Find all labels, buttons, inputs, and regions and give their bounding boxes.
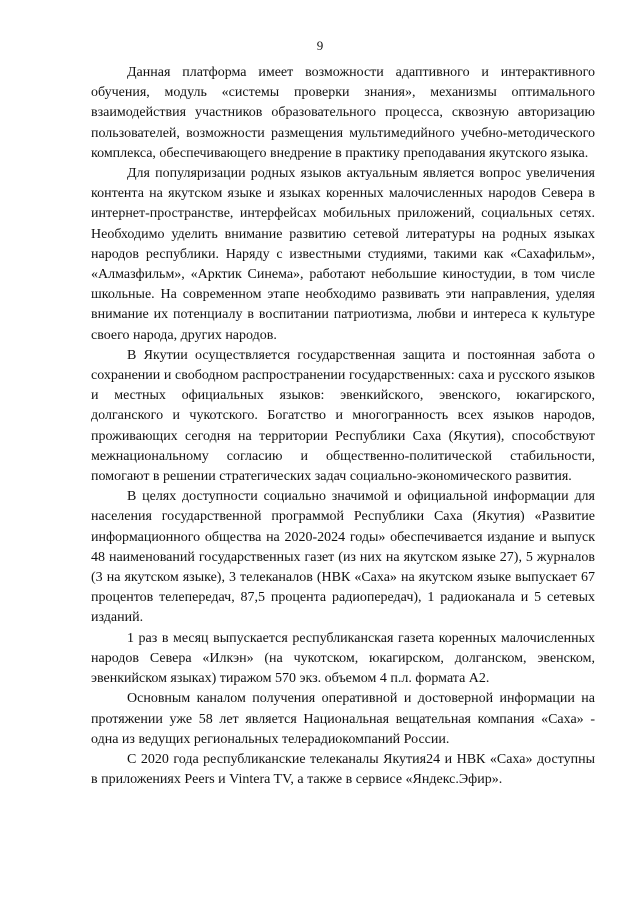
paragraph-media-program: В целях доступности социально значимой и официальной информации для населения государственной программой Республики Саха (Якутия) «Развитие информационного общества на 2020-2024 годы» обеспечивается издание и выпуск 48 наименований государственных газет (из них на якутском языке 27), 5 журналов (3 на якутском языке), 3 телеканалов (НВК «Саха» на якутском языке выпускает 67 процентов телепередач, 87,5 процента радиопередач), 1 радиоканала и 5 сетевых изданий.	[91, 489, 595, 626]
paragraph-ilken-newspaper: 1 раз в месяц выпускается республиканская газета коренных малочисленных народов Севера «Илкэн» (на чукотском, юкагирском, долганском, эвенском, эвенкийском языках) тиражом 570 экз. объемом 4 п.л. формата А2.	[91, 630, 595, 687]
paragraph-popularization: Для популяризации родных языков актуальным является вопрос увеличения контента на якутском языке и языках коренных малочисленных народов Севера в интернет-пространстве, интерфейсах мобильных приложений, социальных сетях. Необходимо уделить внимание развитию сетевой литературы на родных языках народов республики. Наряду с известными студиями, такими как «Сахафильм», «Алмазфильм», «Арктик Синема», работают небольшие киностудии, в том числе школьные. На современном этапе необходимо развивать эти направления, уделяя внимание их потенциалу в воспитании патриотизма, любви и интереса к культуре своего народа, других народов.	[91, 166, 595, 343]
paragraph-tv-apps: С 2020 года республиканские телеканалы Якутия24 и НВК «Саха» доступны в приложениях Peers и Vintera TV, а также в сервисе «Яндекс.Эфир».	[91, 751, 595, 788]
page-number: 9	[316, 38, 324, 53]
paragraph-broadcasting-company: Основным каналом получения оперативной и достоверной информации на протяжении уже 58 лет является Национальная вещательная компания «Саха» - одна из ведущих региональных телерадиокомпаний России.	[91, 691, 595, 747]
paragraph-platform: Данная платформа имеет возможности адаптивного и интерактивного обучения, модуль «системы проверки знания», механизмы оптимального взаимодействия участников образовательного процесса, сквозную авторизацию пользователей, возможности размещения мультимедийного учебно-методического комплекса, обеспечивающего внедрение в практику преподавания якутского языка.	[91, 65, 595, 161]
document-body	[91, 63, 595, 790]
paragraph-state-protection: В Якутии осуществляется государственная защита и постоянная забота о сохранении и свободном распространении государственных: саха и русского языков и местных официальных языков: эвенкийского, эвенского, юкагирского, долганского и чукотского. Богатство и многогранность всех языков народов, проживающих сегодня на территории Республики Саха (Якутия), способствуют межнациональному согласию и общественно-политической стабильности, помогают в решении стратегических задач социально-экономического развития.	[91, 347, 595, 485]
